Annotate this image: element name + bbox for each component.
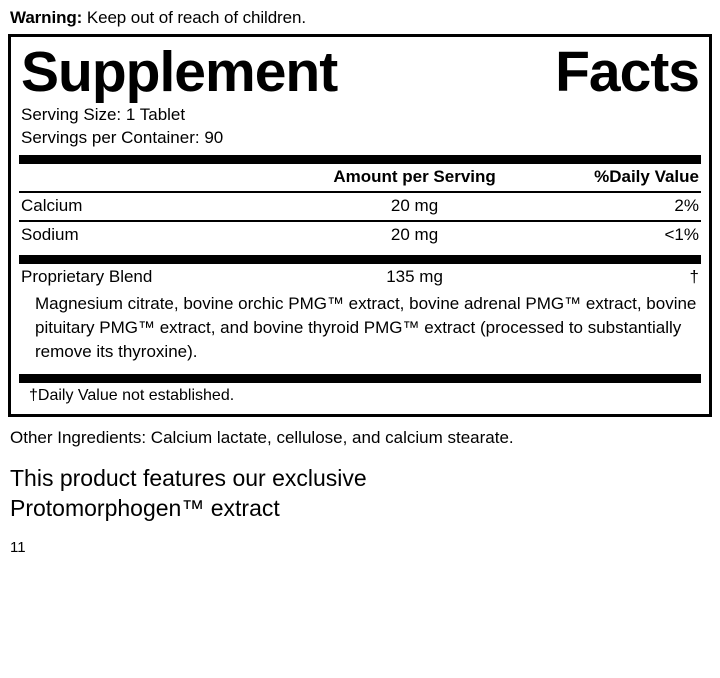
feature-line-2: Protomorphogen™ extract bbox=[10, 495, 280, 521]
nutrient-daily-value: 2% bbox=[551, 193, 701, 221]
header-amount-per-serving: Amount per Serving bbox=[333, 167, 496, 186]
warning-line bbox=[8, 0, 712, 34]
feature-line-1: This product features our exclusive bbox=[10, 465, 367, 491]
serving-size: Serving Size: 1 Tablet bbox=[21, 105, 186, 124]
rule-thick-top bbox=[19, 155, 701, 164]
header-daily-value: %Daily Value bbox=[594, 167, 699, 186]
table-header-row bbox=[19, 164, 701, 191]
nutrient-amount: 20 mg bbox=[278, 193, 551, 221]
blend-name: Proprietary Blend bbox=[21, 267, 153, 286]
header-blank bbox=[19, 164, 278, 191]
nutrient-amount: 20 mg bbox=[390, 225, 439, 244]
warning-text: Keep out of reach of children. bbox=[82, 8, 306, 27]
nutrient-rows bbox=[19, 193, 701, 249]
nutrient-name: Calcium bbox=[19, 193, 278, 221]
blend-daily-value: † bbox=[689, 267, 699, 286]
table-row bbox=[19, 193, 701, 221]
title-facts-word: Facts bbox=[555, 40, 699, 104]
rule-thick-middle bbox=[19, 255, 701, 264]
title-supplement-word: Supplement bbox=[21, 40, 338, 104]
nutrition-table bbox=[19, 164, 701, 191]
table-row bbox=[19, 264, 701, 291]
daily-value-footnote: †Daily Value not established. bbox=[29, 387, 235, 404]
servings-per-container: Servings per Container: 90 bbox=[21, 128, 224, 147]
proprietary-blend-table bbox=[19, 264, 701, 291]
other-ingredients: Other Ingredients: Calcium lactate, cellulose, and calcium stearate. bbox=[10, 428, 514, 447]
page-number: 11 bbox=[10, 539, 26, 556]
blend-amount: 135 mg bbox=[386, 267, 443, 286]
supplement-facts-panel bbox=[8, 34, 712, 417]
rule-thick-bottom bbox=[19, 374, 701, 383]
nutrient-daily-value: <1% bbox=[664, 225, 699, 244]
blend-description: Magnesium citrate, bovine orchic PMG™ extract, bovine adrenal PMG™ extract, bovine pituitary PMG™ extract, and bovine thyroid PMG™ extract (processed to substantially remove its thyroxine). bbox=[35, 294, 697, 361]
nutrient-name: Sodium bbox=[21, 225, 79, 244]
supplement-facts-title bbox=[19, 39, 701, 103]
feature-text bbox=[8, 449, 712, 523]
table-row bbox=[19, 221, 701, 249]
warning-label: Warning: bbox=[10, 8, 83, 27]
